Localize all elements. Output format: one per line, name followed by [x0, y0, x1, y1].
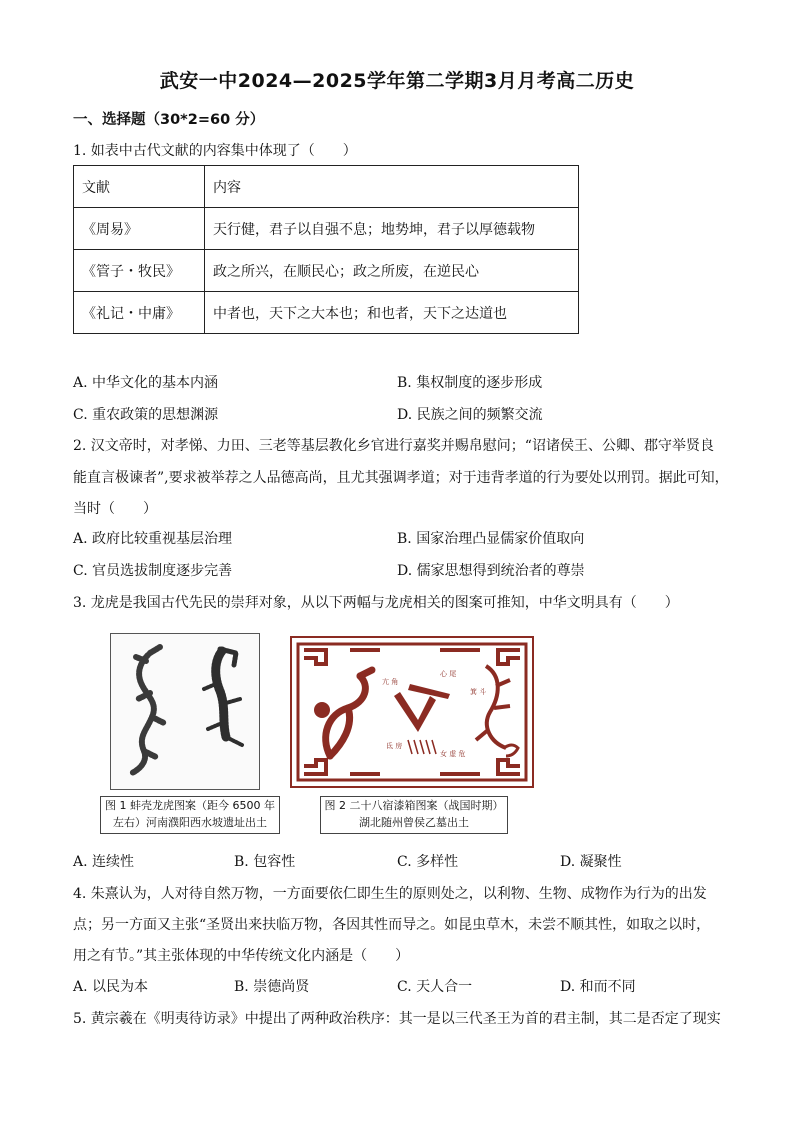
q2-option-b[interactable]: B. 国家治理凸显儒家价值取向 [397, 531, 585, 547]
q4-option-c[interactable]: C. 天人合一 [397, 979, 473, 995]
q1-option-d[interactable]: D. 民族之间的频繁交流 [397, 407, 543, 423]
q3-option-d[interactable]: D. 凝聚性 [560, 854, 622, 870]
q4-stem-line-1: 4. 朱熹认为，人对待自然万物，一方面要依仁即生生的原则处之，以利物、生物、成物作为行为的出发 [73, 886, 707, 902]
table-row [74, 250, 579, 292]
sun-disc-icon [314, 702, 330, 718]
q2-stem-line-1: 2. 汉文帝时，对孝悌、力田、三老等基层教化乡官进行嘉奖并赐帛慰问；“诏诸侯王、公卿、郡守举贤良 [73, 438, 714, 454]
figure-2-lacquer-box [290, 636, 534, 788]
q4-stem-line-2: 点；另一方面又主张“圣贤出来扶临万物，各因其性而导之。如昆虫草木，未尝不顺其性，如取之以时， [73, 917, 711, 933]
table-cell: 《周易》 [74, 208, 205, 250]
page-title: 武安一中2024—2025学年第二学期3月月考高二历史 [159, 70, 635, 92]
q4-option-d[interactable]: D. 和而不同 [560, 979, 636, 995]
table-header-cell: 文献 [74, 166, 205, 208]
q1-option-a[interactable]: A. 中华文化的基本内涵 [73, 375, 219, 391]
q2-option-d[interactable]: D. 儒家思想得到统治者的尊崇 [397, 563, 585, 579]
svg-text:亢 角: 亢 角 [382, 678, 399, 686]
table-header-cell: 内容 [205, 166, 579, 208]
figure-1-caption [100, 796, 280, 834]
q4-option-b[interactable]: B. 崇德尚贤 [234, 979, 310, 995]
table-cell: 《礼记・中庸》 [74, 292, 205, 334]
svg-text:女 虚 危: 女 虚 危 [440, 750, 466, 758]
q4-stem-line-3: 用之有节。”其主张体现的中华传统文化内涵是（ ） [73, 948, 410, 964]
caption-line: 图 1 蚌壳龙虎图案（距今 6500 年 [105, 799, 275, 812]
figure-2-caption [320, 796, 508, 834]
q1-source-table [73, 165, 579, 334]
q4-option-a[interactable]: A. 以民为本 [73, 979, 149, 995]
q1-stem: 1. 如表中古代文献的内容集中体现了（ ） [73, 143, 357, 159]
q2-option-c[interactable]: C. 官员选拔制度逐步完善 [73, 563, 233, 579]
q3-option-a[interactable]: A. 连续性 [73, 854, 135, 870]
table-cell: 天行健，君子以自强不息；地势坤，君子以厚德载物 [205, 208, 579, 250]
q2-stem-line-3: 当时（ ） [73, 501, 157, 517]
q1-option-c[interactable]: C. 重农政策的思想渊源 [73, 407, 219, 423]
caption-line: 湖北随州曾侯乙墓出土 [359, 816, 469, 829]
q2-stem-line-2: 能直言极谏者”,要求被举荐之人品德高尚，且尤其强调孝道；对于违背孝道的行为要处以刑罚。据此可知， [73, 470, 729, 486]
svg-text:氐 房: 氐 房 [386, 742, 403, 750]
svg-text:箕 斗: 箕 斗 [470, 688, 487, 696]
caption-line: 图 2 二十八宿漆箱图案（战国时期） [324, 799, 504, 812]
q1-option-b[interactable]: B. 集权制度的逐步形成 [397, 375, 543, 391]
table-cell: 政之所兴，在顺民心；政之所废，在逆民心 [205, 250, 579, 292]
q5-stem-line-1: 5. 黄宗羲在《明夷待访录》中提出了两种政治秩序：其一是以三代圣王为首的君主制，其二是否定了现实 [73, 1011, 721, 1027]
q3-option-b[interactable]: B. 包容性 [234, 854, 296, 870]
svg-text:心 尾: 心 尾 [440, 670, 457, 678]
table-cell: 《管子・牧民》 [74, 250, 205, 292]
q3-stem: 3. 龙虎是我国古代先民的崇拜对象，从以下两幅与龙虎相关的图案可推知，中华文明具有（ ） [73, 595, 679, 611]
table-cell: 中者也，天下之大本也；和也者，天下之达道也 [205, 292, 579, 334]
section-heading: 一、选择题（30*2=60 分） [73, 112, 265, 128]
caption-line: 左右）河南濮阳西水坡遗址出土 [113, 816, 267, 829]
q2-option-a[interactable]: A. 政府比较重视基层治理 [73, 531, 233, 547]
figure-1-shell-dragon-tiger [110, 633, 260, 790]
table-row [74, 208, 579, 250]
table-header-row [74, 166, 579, 208]
table-row [74, 292, 579, 334]
q3-option-c[interactable]: C. 多样性 [397, 854, 459, 870]
